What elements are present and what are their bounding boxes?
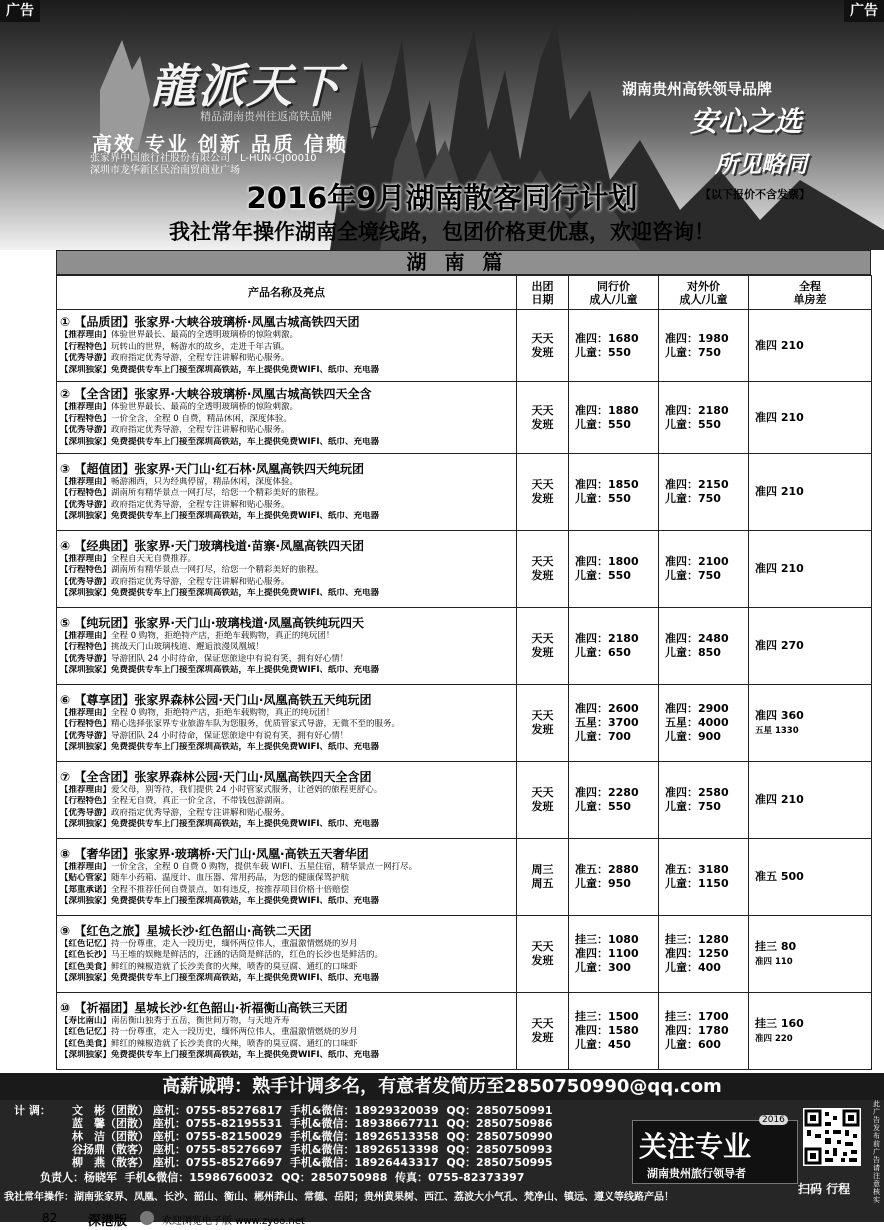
single-supplement-cell: 准四 210 <box>749 454 872 531</box>
header-peer-price: 同行价 成人/儿童 <box>569 276 659 310</box>
contact-row: 文 彬（团散） 座机：0755-85276817 手机&微信：18929320039 QQ：2850750991 <box>72 1104 553 1117</box>
retail-price-cell: 准四：2150 儿童：750 <box>659 454 749 531</box>
page-number: 82 <box>42 1211 58 1225</box>
product-title: ⑥ 【尊享团】张家界森林公园·天门山·凤凰高铁五天纯玩团 <box>60 692 372 707</box>
company-name: 张家界中国旅行社股份有限公司 L-HUN-CJ00010 <box>90 153 317 164</box>
single-supplement-cell: 挂三 160 准四 220 <box>749 993 872 1070</box>
qr-code-icon[interactable] <box>803 1108 861 1166</box>
depart-cell: 天天 发班 <box>517 454 569 531</box>
depart-cell: 天天 发班 <box>517 608 569 685</box>
product-highlight: 【深圳独家】免费提供专车上门接至深圳高铁站，车上提供免费WIFI、纸巾、充电器 <box>60 1050 380 1060</box>
product-cell <box>57 685 517 762</box>
company-info <box>90 153 317 177</box>
table-row <box>57 531 872 608</box>
table-row <box>57 839 872 916</box>
retail-price-cell: 挂三：1280 准四：1250 儿童：400 <box>659 916 749 993</box>
retail-price-cell: 准四：1980 儿童：750 <box>659 310 749 382</box>
anxin-slogan: 安心之选 <box>690 105 803 138</box>
product-highlight: 【深圳独家】免费提供专车上门接至深圳高铁站，车上提供免费WIFI、纸巾、充电器 <box>60 588 380 598</box>
depart-cell: 天天 发班 <box>517 993 569 1070</box>
ad-tag-left: 广告 <box>0 0 40 22</box>
product-highlight: 【深圳独家】免费提供专车上门接至深圳高铁站，车上提供免费WIFI、纸巾、充电器 <box>60 665 380 675</box>
product-highlight: 【行程特色】一价全含，全程 0 自费，精品休闲，深度体验。 <box>60 413 292 424</box>
suojian-slogan: 所见略同 <box>715 152 807 178</box>
product-title: ② 【全含团】张家界·大峡谷玻璃桥·凤凰古城高铁四天全含 <box>60 387 372 401</box>
product-highlight: 【深圳独家】免费提供专车上门接至深圳高铁站，车上提供免费WIFI、纸巾、充电器 <box>60 896 380 906</box>
table-row <box>57 685 872 762</box>
product-highlight: 【深圳独家】免费提供专车上门接至深圳高铁站，车上提供免费WIFI、纸巾、充电器 <box>60 436 380 447</box>
product-cell <box>57 454 517 531</box>
single-supplement-cell: 准四 270 <box>749 608 872 685</box>
product-cell <box>57 839 517 916</box>
contacts-label: 计 调： <box>14 1104 51 1117</box>
peer-price-cell: 挂三：1080 准四：1100 儿童：300 <box>569 916 659 993</box>
product-cell <box>57 382 517 454</box>
product-cell <box>57 310 517 382</box>
product-highlight: 【优秀导游】导游团队 24 小时待命，保证您旅途中有说有笑，拥有好心情！ <box>60 653 349 664</box>
recruitment-banner: 高薪诚聘：熟手计调多名，有意者发简历至2850750990@qq.com <box>0 1073 884 1100</box>
product-highlight: 【深圳独家】免费提供专车上门接至深圳高铁站，车上提供免费WIFI、纸巾、充电器 <box>60 819 380 829</box>
product-highlight: 【优秀导游】政府指定优秀导游，全程专注讲解和贴心服务。 <box>60 807 290 818</box>
depart-cell: 天天 发班 <box>517 310 569 382</box>
header-depart: 出团 日期 <box>517 276 569 310</box>
retail-price-cell: 准四：2100 儿童：750 <box>659 531 749 608</box>
responsible-person: 负责人：杨晓军 手机&微信：15986760032 QQ：2850750988 传真：0755-82373397 <box>40 1171 525 1184</box>
product-highlight: 【优秀导游】政府指定优秀导游，全程专注讲解和贴心服务。 <box>60 353 290 363</box>
header-retail-price: 对外价 成人/儿童 <box>659 276 749 310</box>
retail-price-cell: 准四：2580 儿童：750 <box>659 762 749 839</box>
product-title: ⑦ 【全含团】张家界森林公园·天门山·凤凰高铁四天全含团 <box>60 769 372 784</box>
contact-row: 蓝 馨（团散） 座机：0755-82195531 手机&微信：18938667711 QQ：2850750986 <box>72 1117 553 1130</box>
single-supplement-cell: 准四 210 <box>749 762 872 839</box>
retail-price-cell: 准四：2480 儿童：850 <box>659 608 749 685</box>
peer-price-cell: 挂三：1500 准四：1580 儿童：450 <box>569 993 659 1070</box>
table-row <box>57 310 872 382</box>
brand-tagline: 湖南贵州高铁领导品牌 <box>622 80 773 98</box>
product-highlight: 【推荐理由】体验世界最长、最高的全透明玻璃桥的惊险刺激。 <box>60 402 299 412</box>
page-footer <box>0 1208 884 1230</box>
product-cell <box>57 608 517 685</box>
product-highlight: 【推荐理由】畅游湘西，只为经典停留，精品休闲，深度体验。 <box>60 476 299 487</box>
operations-note: 我社常年操作：湖南张家界、凤凰、长沙、韶山、衡山、郴州莽山、常德、岳阳；贵州黄果树、西江、荔波大小气孔、梵净山、镇远、遵义等线路产品！ <box>4 1192 674 1203</box>
single-supplement-cell: 准五 500 <box>749 839 872 916</box>
scan-label: 扫码 行程 <box>798 1182 851 1196</box>
product-highlight: 【红色美食】鲜红的辣椒造就了长沙美食的火辣，喷香的臭豆腐、通红的口味虾 <box>60 961 358 972</box>
table-row <box>57 762 872 839</box>
slogan: 高效 专业 创新 品质 信赖 <box>92 132 348 156</box>
single-supplement-cell: 准四 210 <box>749 310 872 382</box>
product-highlight: 【推荐理由】全程自天无自费推荐。 <box>60 553 197 564</box>
product-highlight: 【推荐理由】一价全含，全程 0 自费 0 购物，提供车载 WIFI、五星住宿，精华景点一网打尽。 <box>60 861 418 872</box>
product-highlight: 【优秀导游】政府指定优秀导游，全程专注讲解和贴心服务。 <box>60 576 290 587</box>
product-highlight: 【推荐理由】全程 0 购物，拒绝特产店，拒绝车载购物，真正的纯玩团！ <box>60 707 335 718</box>
product-title: ① 【品质团】张家界·大峡谷玻璃桥·凤凰古城高铁四天团 <box>60 315 360 329</box>
depart-cell: 天天 发班 <box>517 531 569 608</box>
retail-price-cell: 准四：2180 儿童：550 <box>659 382 749 454</box>
single-supplement-cell: 准四 360 五星 1330 <box>749 685 872 762</box>
peer-price-cell: 准四：1800 儿童：550 <box>569 531 659 608</box>
table-row <box>57 608 872 685</box>
logo-wordmark: 龍派天下 <box>150 59 342 113</box>
header-single-supplement: 全程 单房差 <box>749 276 872 310</box>
peer-price-cell: 准四：1880 儿童：550 <box>569 382 659 454</box>
edition-label: 深港版 <box>88 1214 128 1229</box>
product-highlight: 【深圳独家】免费提供专车上门接至深圳高铁站，车上提供免费WIFI、纸巾、充电器 <box>60 742 380 752</box>
product-highlight: 【红色美食】鲜红的辣椒造就了长沙美食的火辣，喷香的臭豆腐、通红的口味虾 <box>60 1038 358 1049</box>
depart-cell: 天天 发班 <box>517 685 569 762</box>
section-header: 湖南篇 <box>56 250 871 275</box>
single-supplement-cell: 准四 210 <box>749 531 872 608</box>
logo-subtitle: 精品湖南贵州往返高铁品牌 <box>200 110 332 123</box>
product-cell <box>57 916 517 993</box>
table-row <box>57 382 872 454</box>
product-table <box>56 275 872 1070</box>
product-highlight: 【推荐理由】全程 0 购物，拒绝特产店，拒绝车载购物，真正的纯玩团！ <box>60 630 335 641</box>
single-supplement-cell: 挂三 80 准四 110 <box>749 916 872 993</box>
retail-price-cell: 准五：3180 儿童：1150 <box>659 839 749 916</box>
table-header-row <box>57 276 872 310</box>
product-highlight: 【行程特色】湖南所有精华景点一网打尽，给您一个精彩美好的旅程。 <box>60 488 324 498</box>
depart-cell: 天天 发班 <box>517 762 569 839</box>
page-title: 2016年9月湖南散客同行计划 <box>246 181 638 215</box>
contact-row: 谷扬鼎（散客） 座机：0755-85276697 手机&微信：18926513398 QQ：2850750993 <box>72 1143 553 1156</box>
product-highlight: 【行程特色】湖南所有精华景点一网打尽，给您一个精彩美好的旅程。 <box>60 565 324 575</box>
product-highlight: 【推荐理由】爱父母，别等待，我们提供 24 小时管家式服务，让爸妈的旅程更舒心。 <box>60 784 383 795</box>
depart-cell: 天天 发班 <box>517 916 569 993</box>
product-highlight: 【深圳独家】免费提供专车上门接至深圳高铁站，车上提供免费WIFI、纸巾、充电器 <box>60 973 380 983</box>
product-highlight: 【行程特色】玩转山的世界，畅游水的故乡，走进千年古镇。 <box>60 341 290 352</box>
product-highlight: 【寿比南山】南岳衡山独秀于五岳，衡世间万物，与天地齐寿 <box>60 1015 290 1026</box>
product-highlight: 【红色记忆】持一份尊重，走入一段历史，缅怀两位伟人，重温激情燃烧的岁月 <box>60 1027 358 1037</box>
product-highlight: 【行程特色】全程无自费，真正一价全含，不带钱包游湖南。 <box>60 796 290 806</box>
peer-price-cell: 准四：1680 儿童：550 <box>569 310 659 382</box>
peer-price-cell: 准四：2280 儿童：550 <box>569 762 659 839</box>
product-title: ④ 【经典团】张家界·天门玻璃栈道·苗寨·凤凰高铁四天团 <box>60 538 365 553</box>
year-badge: 2016 <box>759 1115 788 1125</box>
peer-price-cell: 准四：2180 儿童：650 <box>569 608 659 685</box>
product-title: ③ 【超值团】张家界·天门山·红石林·凤凰高铁四天纯玩团 <box>60 461 365 476</box>
product-highlight: 【行程特色】挑战天门山玻璃栈道、邂逅浪漫凤凰城！ <box>60 642 265 652</box>
product-highlight: 【优秀导游】政府指定优秀导游，全程专注讲解和贴心服务。 <box>60 499 290 510</box>
product-highlight: 【红色记忆】持一份尊重，走入一段历史，缅怀两位伟人，重温激情燃烧的岁月 <box>60 938 358 949</box>
product-title: ⑧ 【奢华团】张家界·玻璃桥·天门山·凤凰·高铁五天奢华团 <box>60 846 369 861</box>
product-highlight: 【优秀导游】政府指定优秀导游，全程专注讲解和贴心服务。 <box>60 425 290 435</box>
product-title: ⑨ 【红色之旅】星城长沙·红色韶山·高铁二天团 <box>60 923 312 938</box>
product-highlight: 【行程特色】精心选择张家界专业旅游车队为您服务，优质管家式导游，无微不至的服务。 <box>60 719 401 729</box>
company-address: 深圳市龙华新区民治南贸商业广场 <box>90 165 240 176</box>
product-cell <box>57 993 517 1070</box>
product-title: ⑤ 【纯玩团】张家界·天门山·玻璃栈道·凤凰高铁纯玩四天 <box>60 615 365 630</box>
ad-tag-right: 广告 <box>844 0 884 22</box>
peer-price-cell: 准五：2880 儿童：950 <box>569 839 659 916</box>
product-highlight: 【郑重承诺】全程不推荐任何自费景点，如有违反，按推荐项目价格十倍赔偿 <box>60 884 350 895</box>
side-note: 此广告发布前广告请注意核实 <box>873 1100 880 1204</box>
price-note: 【以下报价不含发票】 <box>700 188 810 201</box>
page-subtitle: 我社常年操作湖南全境线路，包团价格更优惠，欢迎咨询！ <box>169 220 715 244</box>
product-highlight: 【推荐理由】体验世界最长、最高的全透明玻璃桥的惊险刺激。 <box>60 330 299 340</box>
retail-price-cell: 准四：2900 五星：4000 儿童：900 <box>659 685 749 762</box>
product-highlight: 【贴心管家】随车小药箱、温度计、血压器、常用药品，为您的健康保驾护航 <box>60 873 350 883</box>
table-row <box>57 454 872 531</box>
peer-price-cell: 准四：2600 五星：3700 儿童：700 <box>569 685 659 762</box>
single-supplement-cell: 准四 210 <box>749 382 872 454</box>
retail-price-cell: 挂三：1700 准四：1780 儿童：600 <box>659 993 749 1070</box>
follow-badge <box>632 1115 798 1184</box>
table-row <box>57 916 872 993</box>
contact-row: 林 洁（团散） 座机：0755-82150029 手机&微信：18926513358 QQ：2850750990 <box>72 1130 553 1143</box>
product-cell <box>57 531 517 608</box>
depart-cell: 天天 发班 <box>517 382 569 454</box>
table-row <box>57 993 872 1070</box>
header-product: 产品名称及亮点 <box>57 276 517 310</box>
contacts-panel <box>0 1100 884 1222</box>
follow-title: 关注专业 <box>639 1130 752 1163</box>
contact-row: 柳 燕（散客） 座机：0755-85276697 手机&微信：18926443317 QQ：2850750995 <box>72 1156 553 1169</box>
globe-icon <box>140 1211 154 1225</box>
product-highlight: 【红色长沙】马王堆的娱鲍是鲜活的，汪涵的话筒是鲜活的，红色的长沙也是鲜活的。 <box>60 950 384 960</box>
product-title: ⑩ 【祈福团】星城长沙·红色韶山·祈福衡山高铁三天团 <box>60 1000 348 1015</box>
peer-price-cell: 准四：1850 儿童：550 <box>569 454 659 531</box>
depart-cell: 周三 周五 <box>517 839 569 916</box>
product-cell <box>57 762 517 839</box>
follow-subtitle: 湖南贵州旅行领导者 <box>647 1167 746 1180</box>
product-highlight: 【优秀导游】导游团队 24 小时待命，保证您旅途中有说有笑，拥有好心情！ <box>60 730 349 741</box>
product-highlight: 【深圳独家】免费提供专车上门接至深圳高铁站，车上提供免费WIFI、纸巾、充电器 <box>60 364 380 375</box>
product-highlight: 【深圳独家】免费提供专车上门接至深圳高铁站，车上提供免费WIFI、纸巾、充电器 <box>60 511 380 521</box>
website-link[interactable]: 欢迎浏览电子版 www.zyoo.net <box>162 1216 305 1227</box>
